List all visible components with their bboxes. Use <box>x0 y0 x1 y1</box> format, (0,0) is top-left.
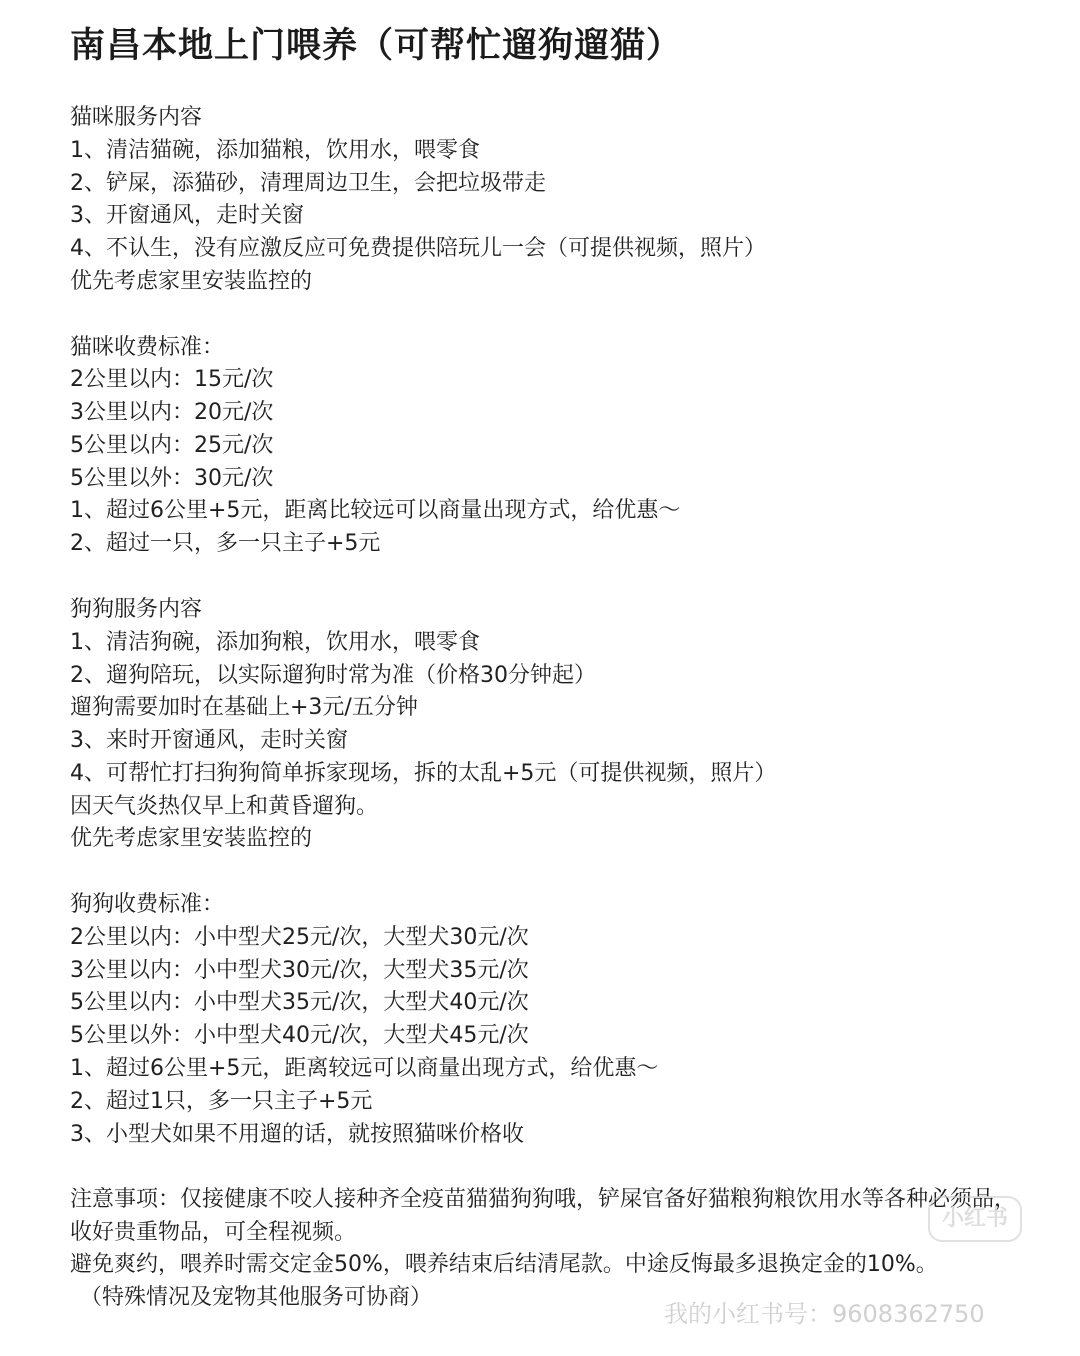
dog-price-item: 5公里以外：小中型犬40元/次，大型犬45元/次 <box>70 1023 529 1048</box>
notes-line: 避免爽约，喂养时需交定金50%，喂养结束后结清尾款。中途反悔最多退换定金的10%。 <box>70 1252 938 1278</box>
cat-service-item: 2、铲屎，添猫砂，清理周边卫生，会把垃圾带走 <box>70 171 546 196</box>
cat-price-rule: 1、超过6公里+5元，距离比较远可以商量出现方式，给优惠～ <box>70 498 681 523</box>
dog-price-item: 3公里以内：小中型犬30元/次，大型犬35元/次 <box>70 958 529 983</box>
dog-price-item: 5公里以内：小中型犬35元/次，大型犬40元/次 <box>70 990 529 1015</box>
cat-price-item: 3公里以内：20元/次 <box>70 400 274 425</box>
cat-service-item: 3、开窗通风，走时关窗 <box>70 203 304 228</box>
cat-service-item: 1、清洁猫碗，添加猫粮，饮用水，喂零食 <box>70 138 480 163</box>
cat-price-item: 5公里以内：25元/次 <box>70 433 274 458</box>
cat-price-heading: 猫咪收费标准： <box>70 335 225 360</box>
cat-price-item: 5公里以外：30元/次 <box>70 466 274 491</box>
dog-price-rule: 1、超过6公里+5元，距离较远可以商量出现方式，给优惠～ <box>70 1056 659 1081</box>
dog-price-item: 2公里以内：小中型犬25元/次，大型犬30元/次 <box>70 925 529 950</box>
cat-service-note: 优先考虑家里安装监控的 <box>70 269 313 294</box>
dog-service-item: 2、遛狗陪玩，以实际遛狗时常为准（价格30分钟起） <box>70 663 596 688</box>
notes-line: （特殊情况及宠物其他服务可协商） <box>80 1284 433 1310</box>
dog-service-item: 1、清洁狗碗，添加狗粮，饮用水，喂零食 <box>70 630 480 655</box>
xiaohongshu-logo-watermark: 小红书 <box>928 1196 1022 1242</box>
cat-price-item: 2公里以内：15元/次 <box>70 367 274 392</box>
page-title: 南昌本地上门喂养（可帮忙遛狗遛猫） <box>70 26 683 66</box>
dog-price-heading: 狗狗收费标准： <box>70 892 225 917</box>
dog-price-rule: 3、小型犬如果不用遛的话，就按照猫咪价格收 <box>70 1122 524 1147</box>
cat-service-item: 4、不认生，没有应激反应可免费提供陪玩儿一会（可提供视频，照片） <box>70 236 766 261</box>
dog-service-note: 因天气炎热仅早上和黄昏遛狗。 <box>70 794 379 819</box>
dog-service-note: 优先考虑家里安装监控的 <box>70 826 313 851</box>
cat-service-heading: 猫咪服务内容 <box>70 105 203 130</box>
dog-price-rule: 2、超过1只，多一只主子+5元 <box>70 1089 373 1114</box>
cat-price-rule: 2、超过一只，多一只主子+5元 <box>70 531 381 556</box>
dog-service-heading: 狗狗服务内容 <box>70 597 203 622</box>
account-id-watermark: 我的小红书号：9608362750 <box>664 1300 985 1328</box>
dog-service-item: 遛狗需要加时在基础上+3元/五分钟 <box>70 695 418 720</box>
dog-service-item: 4、可帮忙打扫狗狗简单拆家现场，拆的太乱+5元（可提供视频，照片） <box>70 761 777 786</box>
notes-line: 注意事项：仅接健康不咬人接种齐全疫苗猫猫狗狗哦，铲屎官备好猫粮狗粮饮用水等各种必须品，收好贵重物品，可全程视频。 <box>70 1187 1017 1245</box>
dog-service-item: 3、来时开窗通风，走时关窗 <box>70 728 348 753</box>
